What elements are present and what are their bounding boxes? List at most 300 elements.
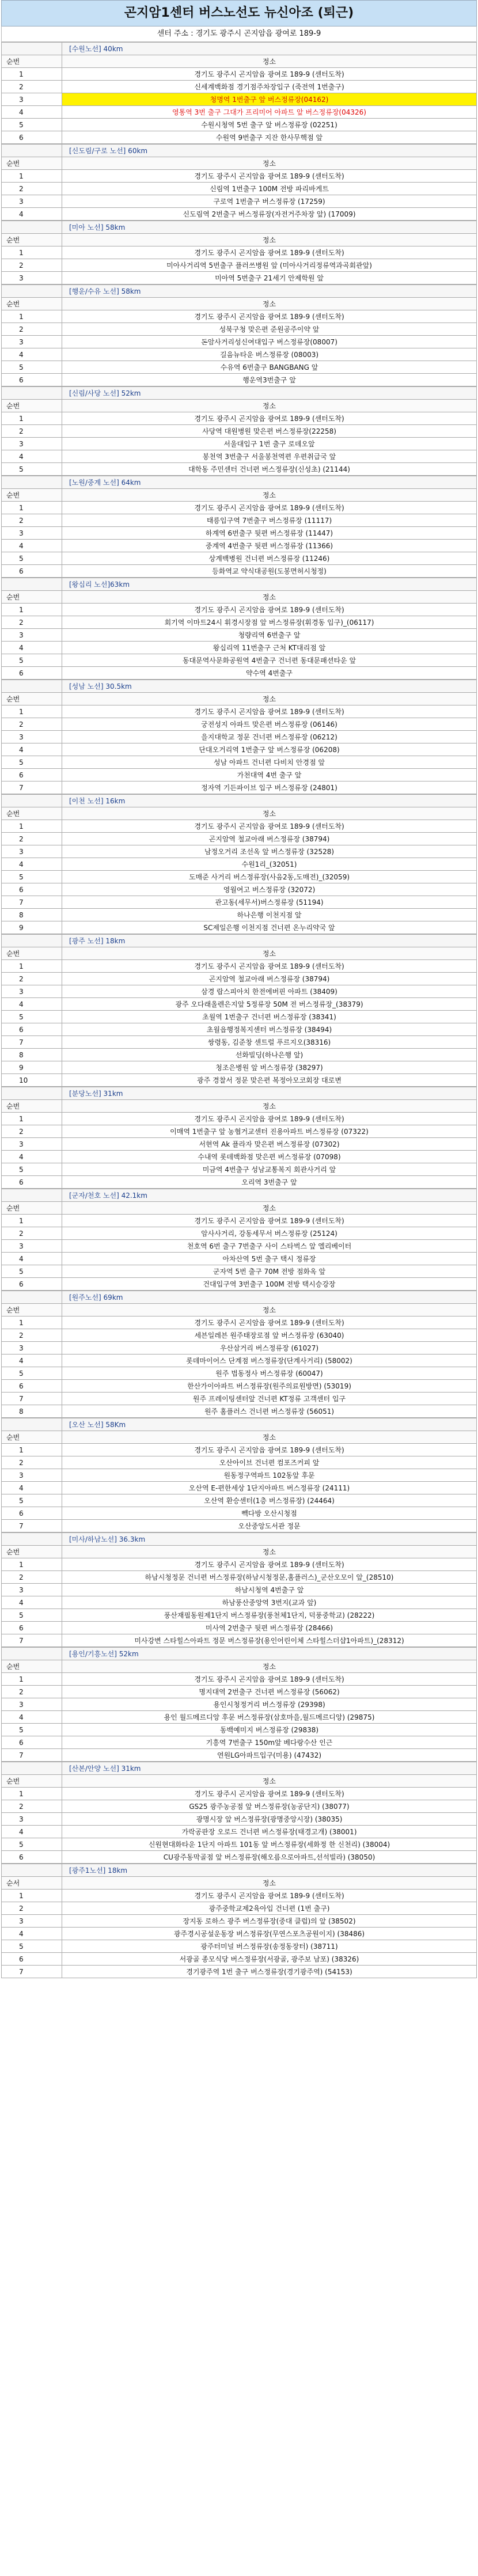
column-header-row — [2, 400, 477, 412]
stop-name: 광주경시공설운동장 버스정류장(무연스포츠공원이지) (38486) — [173, 1930, 365, 1938]
stop-row — [2, 731, 477, 743]
stop-row — [2, 1329, 477, 1342]
stop-number: 3 — [2, 1138, 62, 1151]
stop-number: 6 — [2, 374, 62, 386]
stop-row — [2, 1826, 477, 1838]
stop-name: 원주 법동정사 버스정류장 (60047) — [215, 1369, 323, 1378]
stop-number: 2 — [2, 259, 62, 272]
stop-number: 6 — [2, 1278, 62, 1291]
stop-name: 미아사거리역 5번출구 플러쓰병원 앞 (미아사거리정류역과곡회관앞) — [166, 261, 372, 270]
stop-row — [2, 463, 477, 476]
stop-number: 2 — [2, 833, 62, 845]
stop-row — [2, 1966, 477, 1978]
stop-row — [2, 1023, 477, 1036]
stop-row — [2, 1890, 477, 1902]
route-table — [1, 1291, 477, 1418]
stop-name-cell — [62, 1113, 477, 1125]
stop-number: 5 — [2, 756, 62, 769]
stop-name: 구로역 1번출구 버스정류장 (17259) — [213, 198, 325, 206]
stop-row — [2, 259, 477, 272]
route-label: [군자/천호 노선] 42.1km — [62, 1189, 477, 1202]
stop-number: 3 — [2, 1584, 62, 1596]
route-header-blank — [2, 387, 62, 400]
stop-number: 4 — [2, 348, 62, 361]
stop-name-cell — [62, 1800, 477, 1813]
stop-row — [2, 883, 477, 896]
route-label: [미사/하남노선] 36.3km — [62, 1533, 477, 1546]
stop-name: 하남시청역 4번출구 앞 — [234, 1586, 304, 1594]
col-header-place: 정소 — [62, 298, 477, 310]
stop-number: 1 — [2, 1113, 62, 1125]
stop-name-cell — [62, 412, 477, 425]
route-table — [1, 1762, 477, 1864]
stop-number: 5 — [2, 1367, 62, 1380]
stop-number: 6 — [2, 1851, 62, 1864]
stop-name: GS25 광주농공점 앞 버스정류장(농공단지) (38077) — [189, 1803, 350, 1811]
stop-name-cell — [62, 1023, 477, 1036]
stop-name-cell — [62, 540, 477, 552]
stop-row — [2, 246, 477, 259]
stop-row — [2, 896, 477, 909]
stop-row — [2, 1520, 477, 1532]
stop-row — [2, 93, 477, 106]
route-header-row — [2, 795, 477, 807]
route-header-row — [2, 1418, 477, 1431]
route-table — [1, 1532, 477, 1647]
stop-name-cell — [62, 743, 477, 756]
stop-number: 6 — [2, 1736, 62, 1749]
stop-name: 경기도 광주시 곤지암읍 광여로 189-9 (센터도착) — [194, 606, 344, 614]
stop-name: 청조은병원 앞 버스정류장 (38297) — [215, 1064, 323, 1072]
stop-number: 6 — [2, 1023, 62, 1036]
route-table — [1, 794, 477, 934]
stop-name: 행운역3번출구 앞 — [242, 376, 296, 384]
stop-name: 경기도 광주시 곤지암읍 광여로 189-9 (센터도착) — [194, 249, 344, 257]
stop-row — [2, 183, 477, 195]
stop-row — [2, 820, 477, 833]
stop-name: 돈암사거리성신여대입구 버스정류장(08007) — [201, 338, 337, 346]
route-header-row — [2, 1762, 477, 1775]
stop-row — [2, 1915, 477, 1928]
column-header-row — [2, 489, 477, 502]
stop-row — [2, 667, 477, 680]
route-header-row — [2, 1087, 477, 1100]
stop-name: 오산중앙도서관 정문 — [238, 1522, 301, 1530]
route-table — [1, 221, 477, 284]
stop-name: 정자역 기든파이브 입구 버스정류장 (24801) — [201, 784, 337, 792]
stop-row — [2, 1953, 477, 1966]
route-header-blank — [2, 285, 62, 298]
stop-name: 오산역 환승센터(1층 버스정류장) (24464) — [204, 1497, 335, 1505]
stop-name: 영월여고 버스정류장 (32072) — [223, 886, 316, 894]
stop-name-cell — [62, 1151, 477, 1163]
stop-row — [2, 1813, 477, 1826]
stop-name: 미아역 5번출구 21세기 안제학원 앞 — [215, 274, 324, 282]
stop-name-cell — [62, 246, 477, 259]
stop-number: 2 — [2, 1571, 62, 1584]
stop-name-cell — [62, 1227, 477, 1240]
stop-number: 1 — [2, 1215, 62, 1227]
stop-number: 4 — [2, 1482, 62, 1494]
stop-row — [2, 1380, 477, 1393]
stop-name: 동백예미지 버스정류장 (29838) — [219, 1726, 319, 1734]
stop-number: 4 — [2, 998, 62, 1011]
stop-row — [2, 1711, 477, 1724]
stop-name-cell — [62, 81, 477, 93]
stop-name-cell — [62, 909, 477, 921]
stop-name: 건대입구역 3번출구 100M 전방 택시승강장 — [203, 1280, 336, 1288]
column-header-row — [2, 1877, 477, 1890]
stop-number: 6 — [2, 565, 62, 578]
route-table — [1, 476, 477, 578]
stop-number: 1 — [2, 412, 62, 425]
stop-number: 7 — [2, 1634, 62, 1647]
stop-row — [2, 68, 477, 81]
route-document — [1, 0, 477, 1978]
stop-name-cell — [62, 1469, 477, 1482]
stop-number: 6 — [2, 1507, 62, 1520]
stop-name: 대학동 주민센터 건너편 버스정류장(신성초) (21144) — [188, 465, 350, 473]
stop-name-cell — [62, 119, 477, 131]
stop-name-cell — [62, 1596, 477, 1609]
col-header-order: 순번 — [2, 400, 62, 412]
col-header-place: 정소 — [62, 1660, 477, 1673]
stop-name-cell — [62, 756, 477, 769]
stop-number: 1 — [2, 604, 62, 616]
stop-name-cell — [62, 425, 477, 438]
stop-row — [2, 909, 477, 921]
stop-name-cell — [62, 781, 477, 794]
stop-number: 9 — [2, 1061, 62, 1074]
stop-row — [2, 361, 477, 374]
stop-number: 9 — [2, 921, 62, 934]
stop-name-cell — [62, 1788, 477, 1800]
stop-name: 쌍령동, 김준창 센트럴 푸르지오(38316) — [207, 1038, 331, 1046]
stop-name-cell — [62, 463, 477, 476]
stop-row — [2, 81, 477, 93]
column-header-row — [2, 157, 477, 170]
stop-row — [2, 1788, 477, 1800]
stop-row — [2, 374, 477, 386]
stop-row — [2, 1940, 477, 1953]
stop-name: 수원1리_(32051) — [241, 860, 297, 868]
stop-row — [2, 616, 477, 629]
col-header-place: 정소 — [62, 1431, 477, 1444]
stop-row — [2, 1405, 477, 1418]
stop-name: 경기도 광주시 곤지암읍 광여로 189-9 (센터도착) — [194, 504, 344, 512]
route-header-blank — [2, 1087, 62, 1100]
stop-number: 3 — [2, 195, 62, 208]
stop-name: 수원역 9번출구 지잔 한사무핵점 앞 — [215, 134, 323, 142]
stop-name-cell — [62, 1558, 477, 1571]
stop-row — [2, 527, 477, 540]
stop-name-cell — [62, 1011, 477, 1023]
stop-name-cell — [62, 1253, 477, 1265]
stop-name-cell — [62, 1902, 477, 1915]
stop-number: 4 — [2, 208, 62, 221]
stop-name-cell — [62, 272, 477, 284]
stop-number: 5 — [2, 1838, 62, 1851]
route-table — [1, 144, 477, 221]
route-header-row — [2, 221, 477, 234]
stop-row — [2, 1151, 477, 1163]
stop-name: 초월역 1번출구 건너편 버스정류장 (38341) — [202, 1013, 336, 1021]
stop-name: 을지대학교 정문 건너편 버스정류장 (06212) — [201, 733, 337, 741]
stop-row — [2, 1227, 477, 1240]
col-header-order: 순번 — [2, 1775, 62, 1788]
stop-number: 3 — [2, 1240, 62, 1253]
stop-name-cell — [62, 1049, 477, 1061]
stop-row — [2, 1355, 477, 1367]
stop-row — [2, 565, 477, 578]
col-header-order: 순번 — [2, 1304, 62, 1317]
stop-name-cell — [62, 1074, 477, 1087]
stop-row — [2, 1838, 477, 1851]
stop-name-cell — [62, 833, 477, 845]
stop-number: 3 — [2, 1698, 62, 1711]
stop-number: 5 — [2, 1494, 62, 1507]
stop-number: 7 — [2, 1036, 62, 1049]
route-header-blank — [2, 578, 62, 591]
stop-row — [2, 1036, 477, 1049]
stop-name-cell — [62, 1813, 477, 1826]
stop-row — [2, 1584, 477, 1596]
stop-row — [2, 502, 477, 514]
stop-name-cell — [62, 960, 477, 973]
stop-name: 오산역 E-편한세상 1단지아파트 버스정류장 (24111) — [188, 1484, 350, 1492]
stop-name-cell — [62, 1138, 477, 1151]
stop-name: 회기역 이마트24시 휘경시장점 앞 버스정류장(휘경동 입구)_(06117) — [164, 619, 374, 627]
col-header-order: 순번 — [2, 807, 62, 820]
stop-name-cell — [62, 1609, 477, 1622]
stop-name: 길음뉴타운 버스정류장 (08003) — [219, 351, 319, 359]
stop-number: 1 — [2, 1558, 62, 1571]
stop-number: 4 — [2, 1151, 62, 1163]
stop-number: 4 — [2, 540, 62, 552]
stop-name: SC제일은행 이천지점 건너편 온누리약국 앞 — [203, 924, 335, 932]
stop-number: 6 — [2, 769, 62, 781]
stop-number: 2 — [2, 1686, 62, 1698]
center-address: 센터 주소 : 경기도 광주시 곤지암읍 광여로 189-9 — [1, 26, 477, 42]
stop-name: 경기도 광주시 곤지암읍 광여로 189-9 (센터도착) — [194, 1217, 344, 1225]
route-header-row — [2, 578, 477, 591]
stop-number: 1 — [2, 1673, 62, 1686]
stop-name: 경기도 광주시 곤지암읍 광여로 189-9 (센터도착) — [194, 1319, 344, 1327]
stop-name-cell — [62, 667, 477, 680]
stop-name: 서현역 Ak 플라자 맞은편 버스정류장 (07302) — [199, 1140, 340, 1148]
stop-number: 2 — [2, 973, 62, 985]
stop-row — [2, 1138, 477, 1151]
stop-number: 2 — [2, 1227, 62, 1240]
stop-name: 군자역 5번 출구 70M 전방 점화옥 앞 — [213, 1268, 326, 1276]
stop-row — [2, 1596, 477, 1609]
stop-name-cell — [62, 1355, 477, 1367]
stop-name: 하남풍산중앙역 3번지(교과 앞) — [222, 1599, 317, 1607]
stop-row — [2, 552, 477, 565]
stop-name: 하계역 6번출구 뒷편 버스정류장 (11447) — [205, 529, 333, 537]
stop-number: 6 — [2, 667, 62, 680]
stop-name: 가천대역 4번 출구 앞 — [237, 771, 302, 779]
stop-number: 5 — [2, 552, 62, 565]
stop-row — [2, 1456, 477, 1469]
stop-name-cell — [62, 1711, 477, 1724]
stop-row — [2, 514, 477, 527]
stop-number: 3 — [2, 845, 62, 858]
stop-name-cell — [62, 1851, 477, 1864]
stop-name: 하나은행 이천지점 앞 — [237, 911, 302, 919]
stop-name: 아차산역 5번 출구 택시 정류장 — [222, 1255, 316, 1263]
stop-name: 성북구청 맞은편 준원공주이약 앞 — [219, 325, 320, 333]
stop-number: 3 — [2, 1813, 62, 1826]
stop-row — [2, 833, 477, 845]
stop-name: 경기도 광주시 곤지암읍 광여로 189-9 (센터도착) — [194, 1115, 344, 1123]
stop-name: 신림역 1번출구 100M 전방 파리바게트 — [210, 185, 329, 193]
stop-name-cell — [62, 1698, 477, 1711]
stop-name-cell — [62, 731, 477, 743]
route-header-row — [2, 145, 477, 157]
stop-number: 7 — [2, 1966, 62, 1978]
stop-name: 태릉입구역 7번출구 버스정류장 (11117) — [206, 517, 332, 525]
route-header-blank — [2, 1418, 62, 1431]
stop-name-cell — [62, 642, 477, 654]
stop-number: 5 — [2, 361, 62, 374]
stop-row — [2, 1507, 477, 1520]
route-label: [행운/수유 노선] 58km — [62, 285, 477, 298]
stop-row — [2, 1724, 477, 1736]
stop-number: 4 — [2, 743, 62, 756]
route-header-blank — [2, 221, 62, 234]
stop-name: 빽다방 오산시청점 — [241, 1509, 297, 1517]
stop-name-cell — [62, 1405, 477, 1418]
stop-number: 3 — [2, 1915, 62, 1928]
column-header-row — [2, 298, 477, 310]
route-label: [분당노선] 31km — [62, 1087, 477, 1100]
stop-row — [2, 1609, 477, 1622]
stop-name: 이매역 1번출구 앞 농협거교센터 진용아파트 버스정류장 (07322) — [170, 1128, 369, 1136]
stop-name-cell — [62, 195, 477, 208]
col-header-place: 정소 — [62, 693, 477, 705]
stop-name: 경기광주역 1번 출구 버스정류장(경기광주역) (54153) — [186, 1968, 352, 1976]
column-header-row — [2, 807, 477, 820]
stop-name: 도매준 사거리 버스정류장(사음2동,도매전)_(32059) — [188, 873, 350, 881]
stop-name: 세븐일레븐 원주태장로점 앞 버스정류장 (63040) — [194, 1331, 344, 1340]
route-label: [산본/안양 노선] 31km — [62, 1762, 477, 1775]
stop-name: 곤지암역 철교아래 버스정류장 (38794) — [208, 835, 330, 843]
stop-name-cell — [62, 973, 477, 985]
stop-name: 경기도 광주시 곤지암읍 광여로 189-9 (센터도착) — [194, 1561, 344, 1569]
stop-name-cell — [62, 845, 477, 858]
stop-row — [2, 1698, 477, 1711]
stop-name-cell — [62, 604, 477, 616]
stop-row — [2, 1265, 477, 1278]
stop-name-cell — [62, 259, 477, 272]
route-header-row — [2, 935, 477, 947]
route-header-blank — [2, 43, 62, 55]
stop-number: 2 — [2, 1456, 62, 1469]
stop-name-cell — [62, 883, 477, 896]
route-table — [1, 284, 477, 386]
stop-name: 광주터미널 버스정류장(송정동장터) (38711) — [200, 1943, 338, 1951]
stop-row — [2, 1444, 477, 1456]
stop-number: 10 — [2, 1074, 62, 1087]
stop-number: 4 — [2, 1826, 62, 1838]
stop-name-cell — [62, 1634, 477, 1647]
col-header-place: 정소 — [62, 807, 477, 820]
route-label: [광주1노선] 18km — [62, 1864, 477, 1877]
route-header-blank — [2, 145, 62, 157]
stop-name: 단대오거리역 1번출구 앞 버스정류장 (06208) — [199, 746, 340, 754]
stop-number: 2 — [2, 1329, 62, 1342]
stop-number: 8 — [2, 909, 62, 921]
stop-row — [2, 1928, 477, 1940]
stop-number: 5 — [2, 1940, 62, 1953]
stop-name: 궁전성지 아파트 맞은편 버스정류장 (06146) — [201, 720, 337, 729]
stop-name: 경기도 광주시 곤지암읍 광여로 189-9 (센터도착) — [194, 1675, 344, 1683]
stop-number: 6 — [2, 131, 62, 144]
col-header-place: 정소 — [62, 1100, 477, 1113]
stop-row — [2, 921, 477, 934]
stop-number: 5 — [2, 1011, 62, 1023]
stop-name-cell — [62, 310, 477, 323]
stop-name: 하남시청정문 건너편 버스정류장(하남시청정문,홈플러스)_군산오모이 앞_(28510) — [145, 1573, 394, 1581]
stop-name-cell — [62, 1240, 477, 1253]
stop-row — [2, 1482, 477, 1494]
stop-name: 원주 홈플러스 건너편 버스정류장 (56051) — [204, 1407, 335, 1416]
stop-name-cell — [62, 1125, 477, 1138]
stop-row — [2, 1393, 477, 1405]
stop-number: 1 — [2, 310, 62, 323]
stop-number: 6 — [2, 1380, 62, 1393]
stop-row — [2, 1253, 477, 1265]
col-header-order: 순번 — [2, 55, 62, 68]
stop-row — [2, 960, 477, 973]
stop-row — [2, 336, 477, 348]
stop-row — [2, 973, 477, 985]
stop-name: 원동정구역파트 102동앞 후문 — [223, 1471, 315, 1479]
stop-name: 한산가이아파트 버스정류장(원주의료원방면) (53019) — [187, 1382, 351, 1390]
stop-name-cell — [62, 896, 477, 909]
stop-name: 상계백병원 건너편 버스정류장 (11246) — [208, 555, 330, 563]
stop-row — [2, 1558, 477, 1571]
stop-name: 수원시청역 5번 출구 앞 버스정류장 (02251) — [201, 121, 337, 129]
stop-name: 신세계백화점 경기점주차장입구 (죽전역 1번출구) — [194, 83, 344, 91]
col-header-order: 순번 — [2, 1431, 62, 1444]
stop-name-cell — [62, 1838, 477, 1851]
stop-name-cell — [62, 1265, 477, 1278]
col-header-order: 순번 — [2, 298, 62, 310]
stop-name-cell — [62, 1940, 477, 1953]
stop-name-cell — [62, 1953, 477, 1966]
stop-row — [2, 1367, 477, 1380]
stop-row — [2, 131, 477, 144]
stop-name-cell — [62, 1749, 477, 1762]
stop-name: 청량리역 6번출구 앞 — [238, 631, 301, 639]
stop-name: 광주 오다래올렌은지앞 5정류장 50M 전 버스정류장_(38379) — [175, 1000, 363, 1008]
route-header-blank — [2, 1189, 62, 1202]
stop-name-cell — [62, 131, 477, 144]
stop-number: 3 — [2, 272, 62, 284]
stop-name: 관고동(세무서)버스정류장 (51194) — [215, 898, 324, 906]
stop-name-cell — [62, 858, 477, 871]
stop-row — [2, 1673, 477, 1686]
stop-number: 6 — [2, 1953, 62, 1966]
route-table — [1, 1189, 477, 1291]
stop-name-cell — [62, 1367, 477, 1380]
route-header-blank — [2, 1864, 62, 1877]
stop-number: 7 — [2, 896, 62, 909]
col-header-place: 정소 — [62, 234, 477, 246]
stop-number: 1 — [2, 68, 62, 81]
